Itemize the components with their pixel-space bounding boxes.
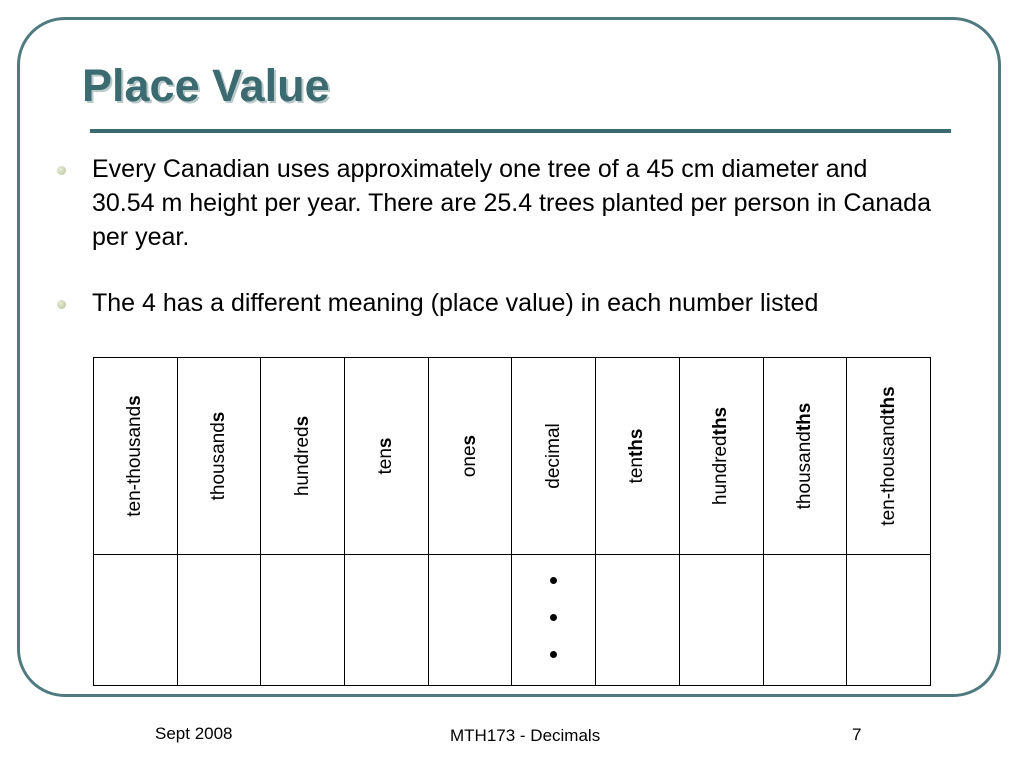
column-stem: hundred bbox=[291, 426, 313, 497]
slide-title: Place Value bbox=[82, 60, 330, 111]
bullet-text: The 4 has a different meaning (place value) in each number listed bbox=[92, 289, 819, 317]
column-header bbox=[679, 358, 763, 555]
bullet-list bbox=[52, 152, 932, 320]
column-stem: hundred bbox=[710, 435, 732, 506]
bullet-dot-icon bbox=[57, 300, 66, 309]
column-suffix: ths bbox=[793, 402, 815, 432]
bullet-text: Every Canadian uses approximately one tree of a 45 cm diameter and 30.54 m height per year. There are 25.4 trees planted per person in Canada per year. bbox=[92, 155, 931, 251]
digit-cell bbox=[261, 555, 345, 686]
column-header bbox=[177, 358, 261, 555]
column-stem: ten bbox=[375, 448, 397, 475]
bullet-item bbox=[52, 152, 932, 254]
digit-cell bbox=[763, 555, 847, 686]
column-header bbox=[596, 358, 680, 555]
column-header bbox=[428, 358, 512, 555]
bullet-dot-icon bbox=[57, 166, 66, 175]
digit-cell bbox=[177, 555, 261, 686]
column-header bbox=[345, 358, 429, 555]
column-suffix: ths bbox=[877, 386, 899, 415]
decimal-point-cell bbox=[512, 555, 596, 686]
title-divider bbox=[90, 129, 951, 133]
place-value-header-row bbox=[94, 358, 931, 555]
column-suffix: ths bbox=[626, 428, 648, 458]
digit-cell bbox=[596, 555, 680, 686]
column-header bbox=[763, 358, 847, 555]
place-value-digit-row bbox=[94, 555, 931, 686]
place-value-table bbox=[93, 357, 931, 686]
decimal-dots-icon bbox=[512, 577, 595, 688]
column-header bbox=[261, 358, 345, 555]
column-suffix: s bbox=[124, 395, 146, 406]
column-suffix: ths bbox=[710, 406, 732, 436]
column-stem: ten-thousand bbox=[877, 414, 899, 526]
column-suffix: s bbox=[208, 411, 230, 423]
column-suffix: s bbox=[291, 415, 313, 427]
column-stem: decimal bbox=[542, 423, 564, 489]
footer-date: Sept 2008 bbox=[155, 724, 233, 743]
column-stem: ten-thousand bbox=[124, 405, 146, 517]
column-stem: one bbox=[459, 445, 481, 478]
digit-cell bbox=[94, 555, 178, 686]
column-suffix: s bbox=[459, 434, 481, 446]
bullet-item bbox=[52, 286, 932, 320]
column-stem: thousand bbox=[208, 422, 230, 501]
column-stem: thousand bbox=[793, 431, 815, 510]
digit-cell bbox=[847, 555, 931, 686]
column-suffix: s bbox=[375, 437, 397, 449]
footer-course: MTH173 - Decimals bbox=[450, 726, 601, 745]
column-header bbox=[94, 358, 178, 555]
column-header bbox=[512, 358, 596, 555]
digit-cell bbox=[679, 555, 763, 686]
column-stem: ten bbox=[626, 457, 648, 484]
digit-cell bbox=[428, 555, 512, 686]
column-header bbox=[847, 358, 931, 555]
footer-page-number: 7 bbox=[852, 725, 862, 744]
digit-cell bbox=[345, 555, 429, 686]
